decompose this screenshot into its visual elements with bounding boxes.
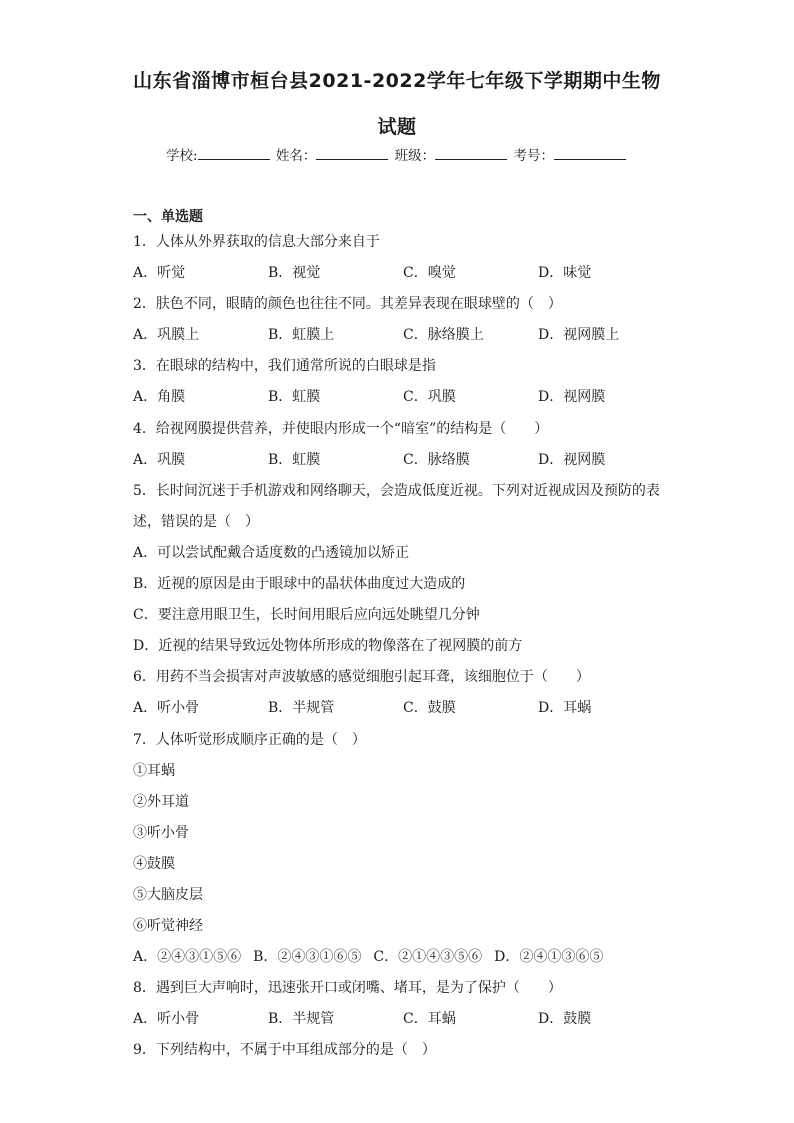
answer-option[interactable]: C．脉络膜上 [403,327,484,344]
answer-line[interactable]: ④鼓膜 [133,855,175,872]
answer-option[interactable]: B．虹膜 [268,451,321,468]
exam-title-continued: 试题 [377,116,417,138]
answer-option[interactable]: C．②①④③⑤⑥ [373,949,483,966]
answer-option[interactable]: B．视觉 [268,265,321,282]
answer-line[interactable]: D．近视的结果导致远处物体所形成的物像落在了视网膜的前方 [133,638,523,655]
answer-line[interactable]: A．可以尝试配戴合适度数的凸透镜加以矫正 [133,544,410,561]
answer-option[interactable]: A．巩膜上 [133,327,200,344]
answer-option[interactable]: D．视网膜 [538,389,606,406]
exam-number-label: 考号： [513,148,554,164]
answer-option[interactable]: C．耳蜗 [403,1011,456,1028]
answer-option[interactable]: B．半规管 [268,700,335,717]
answer-line[interactable]: ⑥听觉神经 [133,918,203,935]
answer-option[interactable]: D．视网膜 [538,451,606,468]
answer-line[interactable]: ⑤大脑皮层 [133,886,203,903]
option-row [133,387,673,418]
answer-option[interactable]: D．②④①③⑥⑤ [494,949,604,966]
class-blank[interactable] [435,147,507,160]
question-stem: 9．下列结构中，不属于中耳组成部分的是（ ） [133,1042,436,1059]
answer-line[interactable]: ②外耳道 [133,793,189,810]
exam-title: 山东省淄博市桓台县2021-2022学年七年级下学期期中生物 [133,70,661,92]
section-heading: 一、单选题 [133,209,203,225]
question-stem: 3．在眼球的结构中，我们通常所说的白眼球是指 [133,358,436,375]
student-info-line [0,144,794,164]
answer-option[interactable]: A．听小骨 [133,700,200,717]
question-stem: 1．人体从外界获取的信息大部分来自于 [133,234,380,250]
answer-option[interactable]: D．视网膜上 [538,327,620,344]
answer-option[interactable]: B．②④③①⑥⑤ [253,949,362,966]
answer-line[interactable]: ③听小骨 [133,824,189,841]
question-stem: 8．遇到巨大声响时，迅速张开口或闭嘴、堵耳，是为了保护（ ） [133,980,562,997]
answer-option[interactable]: C．脉络膜 [403,451,470,468]
answer-option[interactable]: A．巩膜 [133,451,186,468]
answer-option[interactable]: D．耳蜗 [538,700,592,717]
option-row [133,263,673,294]
class-label: 班级： [394,148,436,164]
answer-option[interactable]: A．听小骨 [133,1011,200,1028]
answer-option[interactable]: D．鼓膜 [538,1011,592,1028]
option-row [133,698,673,729]
school-label: 学校: [166,148,198,164]
answer-option[interactable]: B．半规管 [268,1011,335,1028]
question-stem: 述，错误的是（ ） [133,513,259,530]
answer-option[interactable]: D．味觉 [538,265,592,282]
question-stem: 4．给视网膜提供营养，并使眼内形成一个“暗室”的结构是（ ） [133,420,549,437]
answer-option[interactable]: A．②④③①⑤⑥ [133,949,242,966]
exam-number-blank[interactable] [554,147,626,160]
name-label: 姓名： [275,148,317,164]
answer-option[interactable]: B．虹膜上 [268,327,335,344]
question-stem: 7．人体听觉形成顺序正确的是（ ） [133,731,366,748]
answer-line[interactable]: C．要注意用眼卫生，长时间用眼后应向远处眺望几分钟 [133,607,480,624]
option-row [133,325,673,356]
question-stem: 2．肤色不同，眼睛的颜色也往往不同。其差异表现在眼球壁的（ ） [133,296,562,313]
answer-option[interactable]: A．听觉 [133,265,186,282]
answer-line[interactable]: B．近视的原因是由于眼球中的晶状体曲度过大造成的 [133,576,466,593]
question-stem: 6．用药不当会损害对声波敏感的感觉细胞引起耳聋，该细胞位于（ ） [133,669,590,686]
school-blank[interactable] [198,147,270,160]
option-row [133,450,673,481]
answer-option[interactable]: C．巩膜 [403,389,456,406]
answer-option[interactable]: B．虹膜 [268,389,321,406]
question-list [133,232,673,1072]
answer-option[interactable]: C．嗅觉 [403,265,456,282]
option-row [133,947,673,978]
answer-line[interactable]: ①耳蜗 [133,762,175,779]
name-blank[interactable] [316,147,388,160]
answer-option[interactable]: A．角膜 [133,389,186,406]
option-row [133,1009,673,1040]
question-stem: 5．长时间沉迷于手机游戏和网络聊天，会造成低度近视。下列对近视成因及预防的表 [133,482,660,499]
answer-option[interactable]: C．鼓膜 [403,700,456,717]
